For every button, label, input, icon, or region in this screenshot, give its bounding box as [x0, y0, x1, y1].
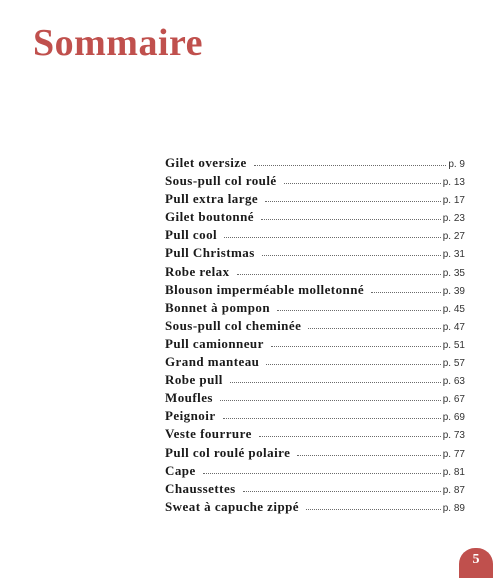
page-number-badge: 5: [459, 548, 493, 578]
toc-entry-title: Pull camionneur: [165, 335, 264, 351]
dot-leader: [262, 254, 441, 256]
dot-leader: [306, 508, 441, 510]
toc-entry[interactable]: [165, 281, 465, 299]
toc-entry-page: p. 87: [442, 484, 465, 496]
toc-entry-title: Pull col roulé polaire: [165, 444, 291, 460]
dot-leader: [237, 273, 441, 275]
toc-entry-page: p. 45: [442, 303, 465, 315]
toc-entry[interactable]: [165, 299, 465, 317]
toc-entry-page: p. 89: [442, 502, 465, 514]
toc-entry-title: Peignoir: [165, 408, 216, 424]
dot-leader: [371, 291, 441, 293]
dot-leader: [203, 472, 441, 474]
dot-leader: [277, 309, 441, 311]
table-of-contents: [165, 154, 465, 516]
toc-entry-page: p. 39: [442, 285, 465, 297]
toc-entry-page: p. 13: [442, 177, 465, 189]
toc-entry-title: Gilet oversize: [165, 155, 247, 170]
toc-entry[interactable]: [165, 244, 465, 262]
toc-entry-page: p. 23: [442, 213, 465, 225]
toc-entry[interactable]: [165, 480, 465, 498]
toc-entry-title: Pull cool: [165, 227, 218, 243]
toc-entry-title: Sous-pull col cheminée: [165, 317, 302, 333]
dot-leader: [230, 381, 441, 383]
toc-entry[interactable]: [165, 263, 465, 281]
toc-entry-title: Sweat à capuche zippé: [165, 498, 300, 514]
toc-entry-page: p. 73: [442, 430, 465, 442]
toc-entry-title: Cape: [165, 462, 196, 478]
toc-entry[interactable]: [165, 190, 465, 208]
toc-entry-title: Veste fourrure: [165, 426, 252, 442]
toc-entry-title: Pull extra large: [165, 191, 259, 207]
dot-leader: [259, 435, 441, 437]
toc-entry[interactable]: [165, 172, 465, 190]
dot-leader: [223, 417, 441, 419]
toc-entry[interactable]: [165, 317, 465, 335]
toc-entry-page: p. 77: [442, 448, 465, 460]
toc-entry[interactable]: [165, 462, 465, 480]
toc-entry-title: Chaussettes: [165, 480, 236, 496]
dot-leader: [284, 182, 441, 184]
toc-entry[interactable]: [165, 226, 465, 244]
toc-entry-title: Moufles: [165, 390, 213, 406]
toc-entry[interactable]: [165, 407, 465, 425]
toc-entry[interactable]: [165, 353, 465, 371]
toc-entry[interactable]: [165, 425, 465, 443]
dot-leader: [261, 218, 441, 220]
toc-entry[interactable]: [165, 208, 465, 226]
toc-entry-title: Robe pull: [165, 372, 223, 388]
toc-entry-page: p. 27: [442, 231, 465, 243]
toc-entry-title: Bonnet à pompon: [165, 299, 270, 315]
toc-entry[interactable]: [165, 371, 465, 389]
toc-entry-title: Gilet boutonné: [165, 209, 255, 225]
dot-leader: [254, 164, 447, 166]
page-title: Sommaire: [33, 22, 204, 64]
toc-entry-page: p. 63: [442, 376, 465, 388]
toc-entry-page: p. 81: [442, 466, 465, 478]
toc-entry-title: Blouson imperméable molletonné: [165, 281, 365, 297]
toc-entry[interactable]: [165, 389, 465, 407]
toc-entry-page: p. 35: [442, 267, 465, 279]
dot-leader: [265, 200, 441, 202]
toc-entry[interactable]: [165, 154, 465, 172]
dot-leader: [266, 363, 440, 365]
dot-leader: [224, 236, 441, 238]
toc-entry-page: p. 17: [442, 195, 465, 207]
dot-leader: [297, 454, 440, 456]
toc-entry[interactable]: [165, 335, 465, 353]
toc-entry-page: p. 69: [442, 412, 465, 424]
toc-entry-page: p. 67: [442, 394, 465, 406]
dot-leader: [271, 345, 441, 347]
dot-leader: [220, 399, 441, 401]
toc-entry-page: p. 51: [442, 339, 465, 351]
dot-leader: [243, 490, 441, 492]
toc-entry[interactable]: [165, 498, 465, 516]
toc-entry-title: Grand manteau: [165, 354, 260, 370]
toc-entry-title: Sous-pull col roulé: [165, 173, 277, 189]
toc-entry-page: p. 57: [442, 358, 465, 370]
toc-entry-page: p. 9: [448, 159, 465, 170]
toc-entry-title: Robe relax: [165, 263, 230, 279]
dot-leader: [308, 327, 440, 329]
toc-entry-title: Pull Christmas: [165, 245, 255, 261]
toc-entry-page: p. 47: [442, 321, 465, 333]
toc-entry[interactable]: [165, 444, 465, 462]
toc-entry-page: p. 31: [442, 249, 465, 261]
